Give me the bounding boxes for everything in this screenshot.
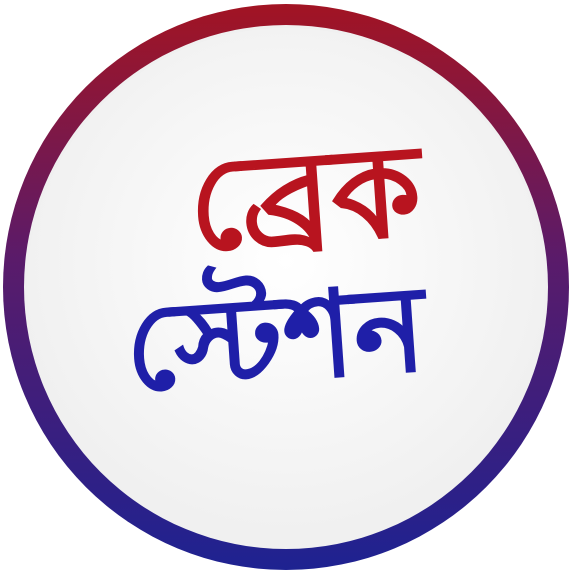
wordmark-line-2: স্টেশন xyxy=(120,259,430,420)
wordmark-line-1: ব্রেক xyxy=(183,116,427,281)
